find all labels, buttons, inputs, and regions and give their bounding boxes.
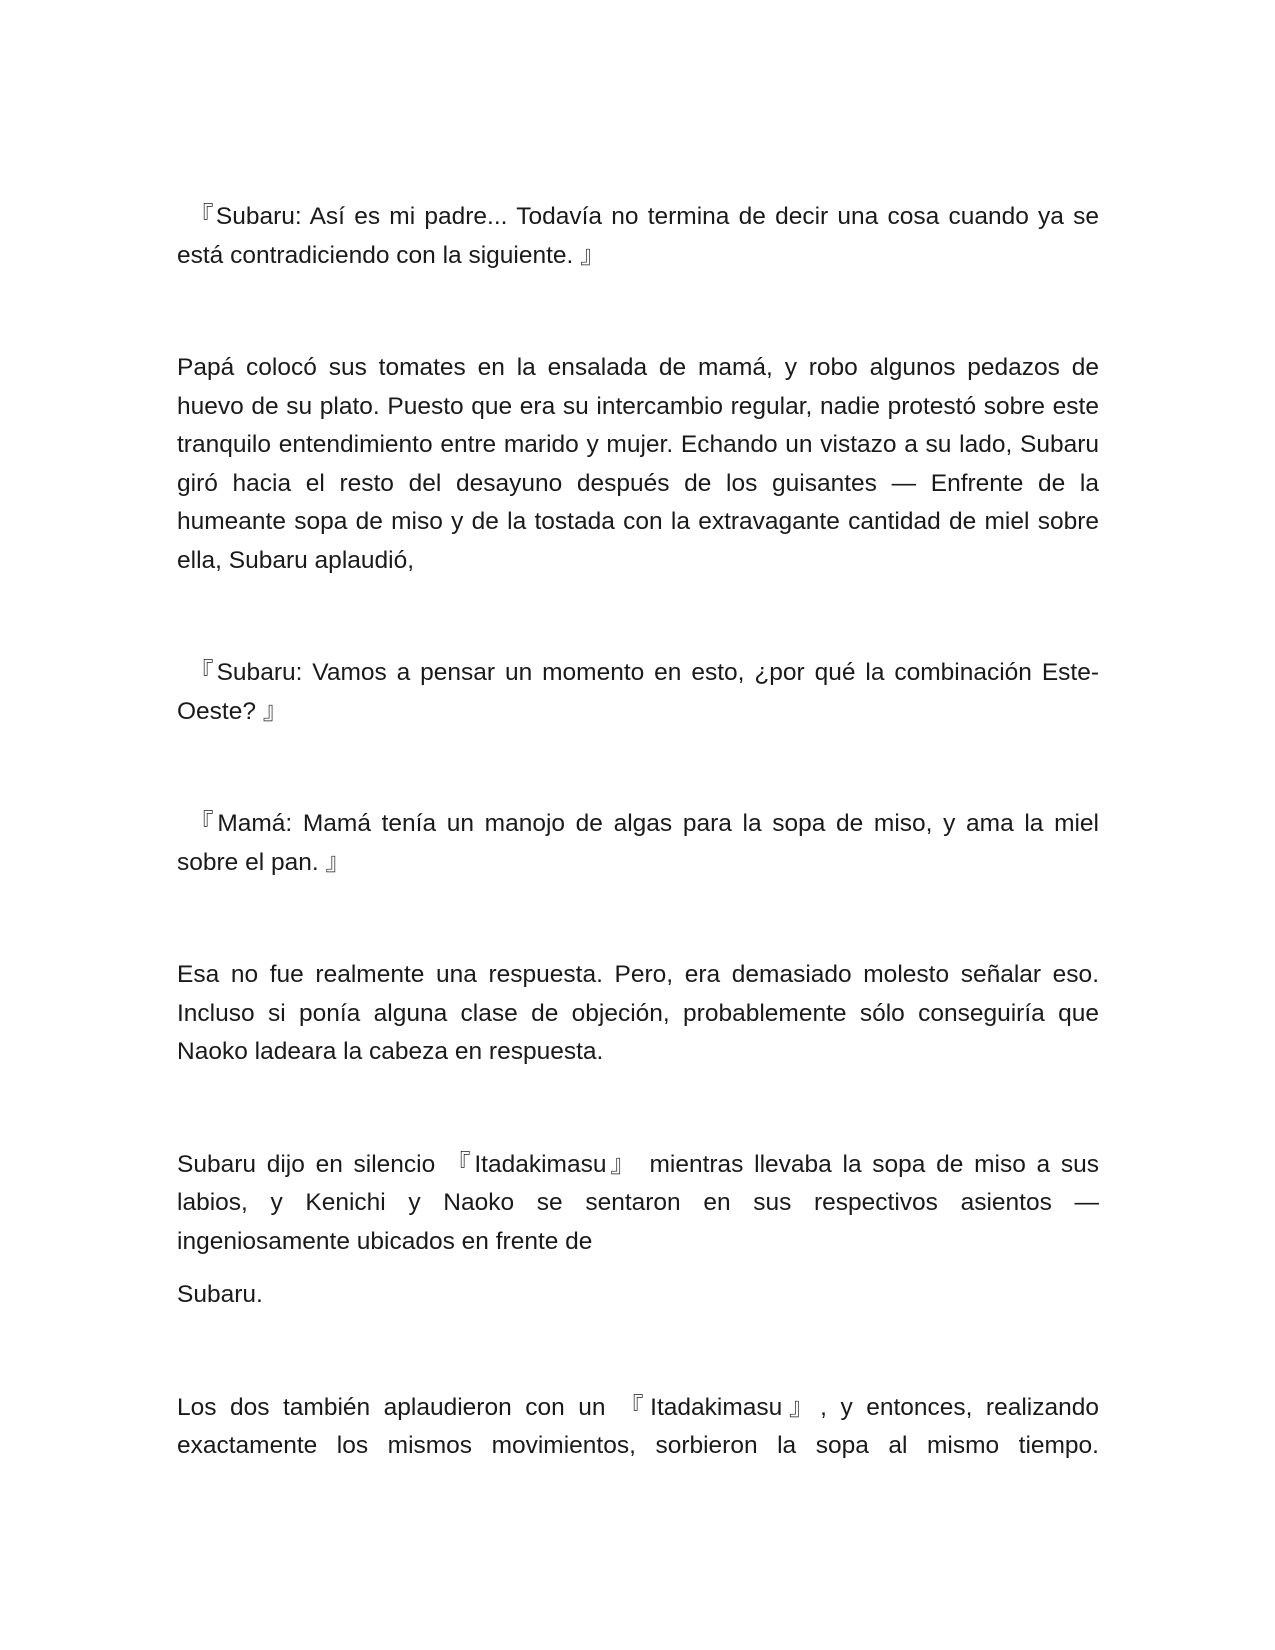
document-body [177, 198, 1099, 1466]
narration-paragraph-respuesta: Esa no fue realmente una respuesta. Pero, era demasiado molesto señalar eso. Incluso si ponía alguna clase de objeción, probablemente sólo conseguiría que Naoko ladeara la cabeza en respuesta. [177, 961, 1099, 1065]
dialogue-paragraph-subaru-combinacion: 『Subaru: Vamos a pensar un momento en esto, ¿por qué la combinación Este-Oeste? 』 [177, 659, 1099, 725]
dialogue-paragraph-subaru-padre: 『Subaru: Así es mi padre... Todavía no termina de decir una cosa cuando ya se está contradiciendo con la siguiente. 』 [177, 203, 1099, 269]
narration-paragraph-itadakimasu: Subaru dijo en silencio 『Itadakimasu』 mientras llevaba la sopa de miso a sus labios, y Kenichi y Naoko se sentaron en sus respectivos asientos — ingeniosamente ubicados en frente de [177, 1150, 1099, 1255]
narration-paragraph-subaru: Subaru. [177, 1281, 263, 1308]
narration-paragraph-tomates: Papá colocó sus tomates en la ensalada de mamá, y robo algunos pedazos de huevo de su plato. Puesto que era su intercambio regular, nadie protestó sobre este tranquilo entendimiento entre marido y mujer. Echando un vistazo a su lado, Subaru giró hacia el resto del desayuno después de los guisantes — Enfrente de la humeante sopa de miso y de la tostada con la extravagante cantidad de miel sobre ella, Subaru aplaudió, [177, 354, 1099, 574]
narration-paragraph-aplaudieron: Los dos también aplaudieron con un 『Itadakimasu』, y entonces, realizando exactamente los mismos movimientos, sorbieron la sopa al mismo tiempo. [177, 1393, 1099, 1459]
dialogue-paragraph-mama: 『Mamá: Mamá tenía un manojo de algas para la sopa de miso, y ama la miel sobre el pan. 』 [177, 810, 1099, 876]
